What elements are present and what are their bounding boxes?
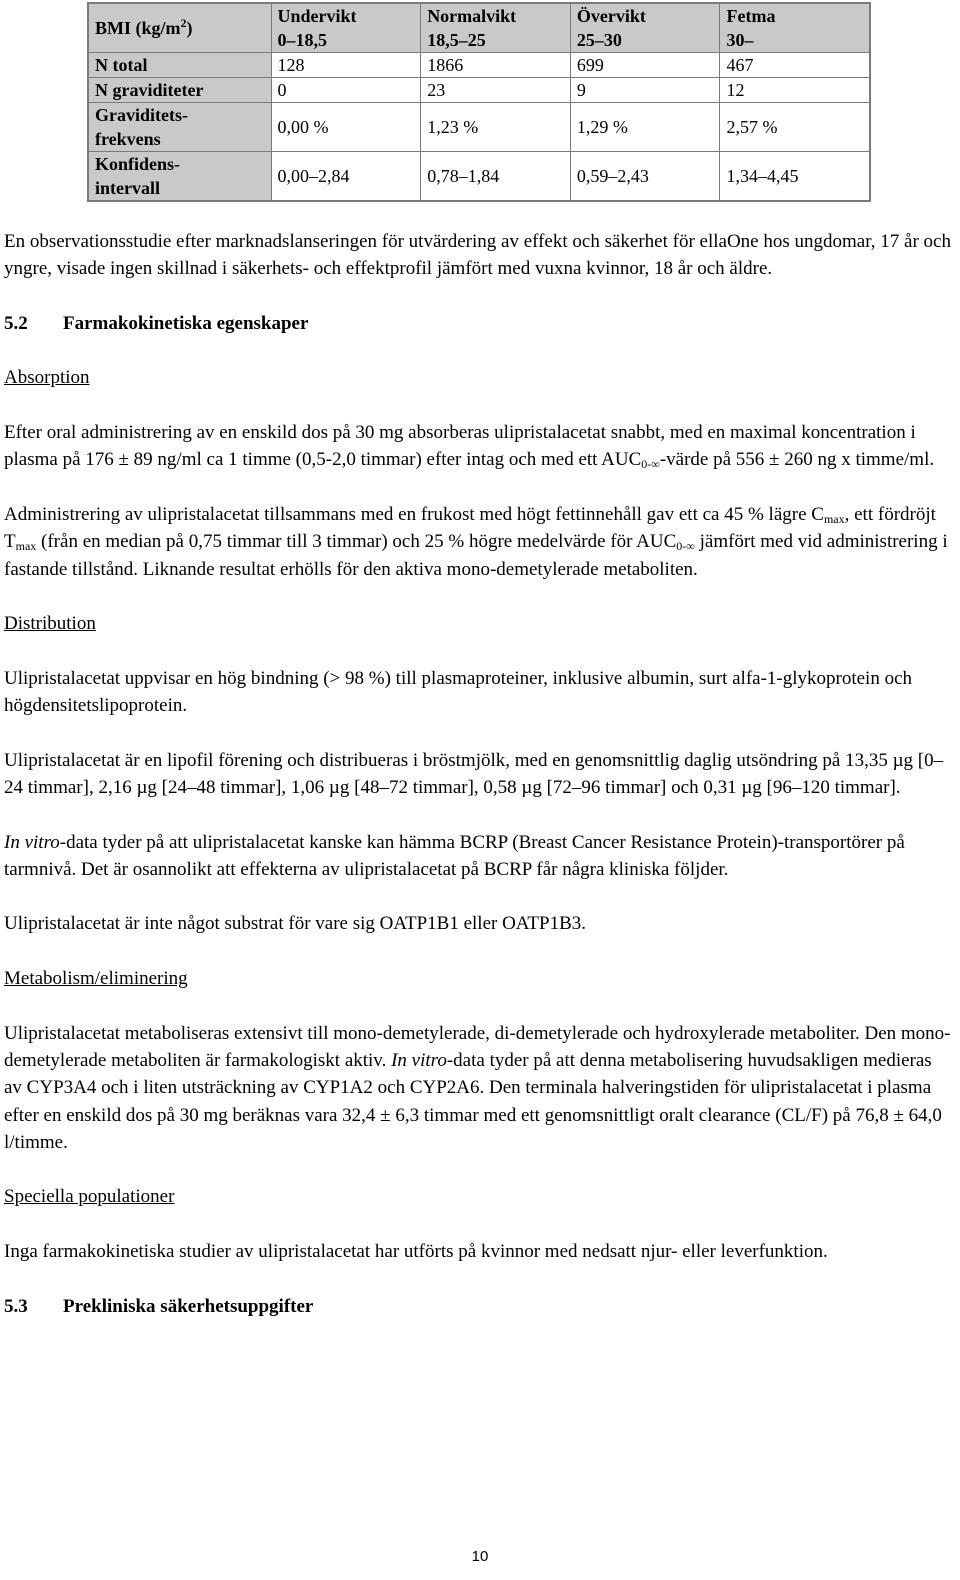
document-body xyxy=(4,228,954,1347)
column-header-fetma: Fetma 30– xyxy=(720,4,870,53)
page-number: 10 xyxy=(471,1548,489,1565)
table-cell: 1866 xyxy=(421,53,571,78)
distribution-paragraph-2: Ulipristalacetat är en lipofil förening och distribueras i bröstmjölk, med en genomsnittlig daglig utsöndring på 13,35 µg [0–24 timmar], 2,16 µg [24–48 timmar], 1,06 µg [48–72 timmar], 0,58 µg [72–96 timmar] och 0,31 µg [96–120 timmar]. xyxy=(4,749,944,798)
section-heading-5-2: 5.2 Farmakokinetiska egenskaper xyxy=(4,312,309,334)
column-header-overvikt: Övervikt 25–30 xyxy=(570,4,720,53)
metabolism-paragraph-1: Ulipristalacetat metaboliseras extensivt till mono-demetylerade, di-demetylerade och hydroxylerade metaboliter. Den mono-demetylerade metaboliten är farmakologiskt aktiv. In vitro-data tyder på att denna metabolisering huvudsakligen medieras av CYP3A4 och i liten utsträckning av CYP1A2 och CYP2A6. Den terminala halveringstiden för ulipristalacetat i plasma efter en enskild dos på 30 mg beräknas vara 32,4 ± 6,3 timmar med ett genomsnittligt oralt clearance (CL/F) på 76,8 ± 64,0 l/timme. xyxy=(4,1022,951,1153)
row-label: Graviditets- frekvens xyxy=(89,103,272,152)
column-header-normalvikt: Normalvikt 18,5–25 xyxy=(421,4,571,53)
table-cell: 0,78–1,84 xyxy=(421,152,571,201)
table-cell: 467 xyxy=(720,53,870,78)
table-cell: 1,29 % xyxy=(570,103,720,152)
table-cell: 0,00–2,84 xyxy=(271,152,421,201)
table-row-n-total xyxy=(89,53,870,78)
subheading-distribution: Distribution xyxy=(4,613,96,635)
section-heading-5-3: 5.3 Prekliniska säkerhetsuppgifter xyxy=(4,1295,314,1317)
table-header-row xyxy=(89,4,870,53)
subheading-special-populations: Speciella populationer xyxy=(4,1186,175,1208)
subheading-absorption: Absorption xyxy=(4,367,90,389)
table-cell: 0,00 % xyxy=(271,103,421,152)
special-populations-paragraph-1: Inga farmakokinetiska studier av ulipristalacetat har utförts på kvinnor med nedsatt njur- eller leverfunktion. xyxy=(4,1240,828,1262)
table-cell: 699 xyxy=(570,53,720,78)
absorption-paragraph-1: Efter oral administrering av en enskild dos på 30 mg absorberas ulipristalacetat snabbt, med en maximal koncentration i plasma på 176 ± 89 ng/ml ca 1 timme (0,5-2,0 timmar) efter intag och med ett $AUC_{0-\infty}$-värde på 556 ± 260 ng x timme/ml. xyxy=(4,422,935,472)
row-label: Konfidens- intervall xyxy=(89,152,272,201)
table-cell: 128 xyxy=(271,53,421,78)
table-cell: 0 xyxy=(271,78,421,103)
distribution-paragraph-3: In vitro-data tyder på att ulipristalacetat kanske kan hämma BCRP (Breast Cancer Resistance Protein)-transportörer på tarmnivå. Det är osannolikt att effekterna av ulipristalacetat på BCRP får några kliniska följder. xyxy=(4,831,905,880)
table-cell: 0,59–2,43 xyxy=(570,152,720,201)
absorption-paragraph-2: Administrering av ulipristalacetat tillsammans med en frukost med högt fettinnehåll gav ett ca 45 % lägre $C_{max}$, ett fördröjt $T_{max}$ (från en median på 0,75 timmar till 3 timmar) och 25 % högre medelvärde för $AUC_{0-\infty}$ jämfört med vid administrering i fastande tillstånd. Liknande resultat erhölls för den aktiva mono-demetylerade metaboliten. xyxy=(4,503,948,580)
distribution-paragraph-1: Ulipristalacetat uppvisar en hög bindning (> 98 %) till plasmaproteiner, inklusive albumin, surt alfa-1-glykoprotein och högdensitetslipoprotein. xyxy=(4,667,913,717)
bmi-header-label: BMI $(kg/m^2)$ xyxy=(89,4,272,53)
table-cell: 12 xyxy=(720,78,870,103)
table-cell: 1,34–4,45 xyxy=(720,152,870,201)
subheading-metabolism: Metabolism/eliminering xyxy=(4,968,188,990)
distribution-paragraph-4: Ulipristalacetat är inte något substrat för vare sig OATP1B1 eller OATP1B3. xyxy=(4,913,587,935)
row-label: N total xyxy=(89,53,272,78)
column-header-undervikt: Undervikt 0–18,5 xyxy=(271,4,421,53)
bmi-pregnancy-table xyxy=(88,3,870,201)
intro-paragraph: En observationsstudie efter marknadslanseringen för utvärdering av effekt och säkerhet för ellaOne hos ungdomar, 17 år och yngre, visade ingen skillnad i säkerhets- och effektprofil jämfört med vuxna kvinnor, 18 år och äldre. xyxy=(4,231,951,280)
table-row-konfidensintervall xyxy=(89,152,870,201)
row-label: N graviditeter xyxy=(89,78,272,103)
table-row-n-graviditeter xyxy=(89,78,870,103)
table-cell: 1,23 % xyxy=(421,103,571,152)
table-row-graviditetsfrekvens xyxy=(89,103,870,152)
table-cell: 9 xyxy=(570,78,720,103)
table-cell: 2,57 % xyxy=(720,103,870,152)
table-cell: 23 xyxy=(421,78,571,103)
